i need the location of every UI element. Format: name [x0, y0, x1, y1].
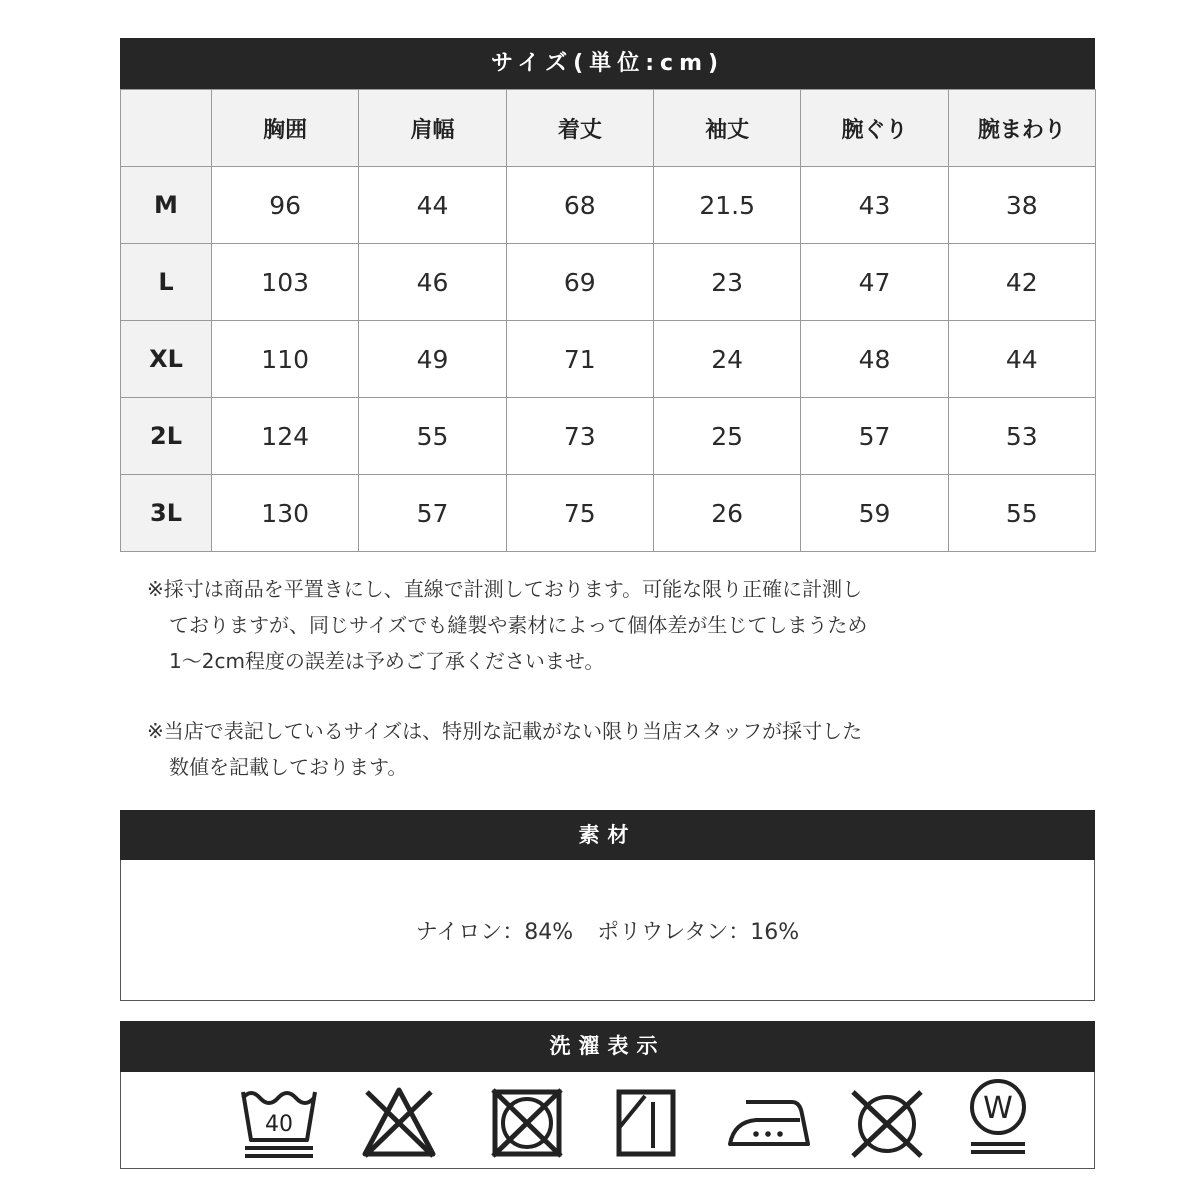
column-header: 袖丈 — [653, 90, 800, 167]
table-cell: 25 — [653, 398, 800, 475]
size-label: XL — [121, 321, 212, 398]
table-cell: 57 — [359, 475, 506, 552]
wash-40-gentle-icon — [239, 1084, 319, 1160]
table-cell: 71 — [506, 321, 653, 398]
table-row — [121, 475, 1096, 552]
table-cell: 57 — [801, 398, 948, 475]
table-cell: 68 — [506, 167, 653, 244]
table-cell: 46 — [359, 244, 506, 321]
size-table-title: サイズ(単位:cm) — [120, 38, 1095, 89]
note-line: ※当店で表記しているサイズは、特別な記載がない限り当店スタッフが採寸した — [147, 719, 863, 743]
table-cell: 96 — [212, 167, 359, 244]
size-table-section — [120, 38, 1095, 552]
size-label: M — [121, 167, 212, 244]
material-item: ポリウレタン：16% — [597, 919, 800, 945]
table-cell: 55 — [359, 398, 506, 475]
measurement-note — [147, 571, 1107, 679]
table-row — [121, 321, 1096, 398]
drip-dry-icon — [613, 1084, 679, 1160]
size-label: L — [121, 244, 212, 321]
table-cell: 73 — [506, 398, 653, 475]
table-cell: 69 — [506, 244, 653, 321]
table-cell: 44 — [948, 321, 1095, 398]
no-tumble-dry-icon — [489, 1084, 565, 1160]
table-cell: 48 — [801, 321, 948, 398]
table-cell: 49 — [359, 321, 506, 398]
table-cell: 26 — [653, 475, 800, 552]
care-title: 洗濯表示 — [120, 1021, 1095, 1072]
size-table — [120, 89, 1096, 552]
note-line: ※採寸は商品を平置きにし、直線で計測しております。可能な限り正確に計測し — [147, 577, 863, 601]
wet-clean-label: W — [983, 1091, 1013, 1126]
column-header: 腕まわり — [948, 90, 1095, 167]
wet-clean-gentle-icon — [967, 1076, 1029, 1160]
no-dry-clean-icon — [847, 1084, 927, 1160]
wash-temp-label: 40 — [265, 1112, 293, 1137]
table-cell: 42 — [948, 244, 1095, 321]
care-section — [120, 1021, 1095, 1169]
table-cell: 21.5 — [653, 167, 800, 244]
table-row — [121, 244, 1096, 321]
material-title: 素材 — [120, 810, 1095, 860]
table-cell: 59 — [801, 475, 948, 552]
table-cell: 55 — [948, 475, 1095, 552]
table-cell: 110 — [212, 321, 359, 398]
table-cell: 23 — [653, 244, 800, 321]
care-icons-row — [120, 1072, 1095, 1169]
table-corner-cell — [121, 90, 212, 167]
note-line: 1～2cm程度の誤差は予めご了承くださいませ。 — [169, 649, 605, 673]
table-cell: 38 — [948, 167, 1095, 244]
column-header: 胸囲 — [212, 90, 359, 167]
table-cell: 43 — [801, 167, 948, 244]
no-bleach-icon — [359, 1084, 439, 1160]
table-cell: 53 — [948, 398, 1095, 475]
table-cell: 103 — [212, 244, 359, 321]
table-cell: 24 — [653, 321, 800, 398]
table-cell: 75 — [506, 475, 653, 552]
note-line: ておりますが、同じサイズでも縫製や素材によって個体差が生じてしまうため — [169, 613, 868, 637]
column-header: 肩幅 — [359, 90, 506, 167]
iron-low-icon — [726, 1084, 812, 1160]
size-label: 3L — [121, 475, 212, 552]
material-item: ナイロン：84% — [415, 919, 574, 945]
column-header: 腕ぐり — [801, 90, 948, 167]
table-cell: 47 — [801, 244, 948, 321]
column-header: 着丈 — [506, 90, 653, 167]
table-row — [121, 398, 1096, 475]
material-body — [120, 860, 1095, 1001]
table-cell: 124 — [212, 398, 359, 475]
size-table-header-row — [121, 90, 1096, 167]
table-row — [121, 167, 1096, 244]
note-line: 数値を記載しております。 — [169, 755, 408, 779]
size-source-note — [147, 713, 1107, 785]
table-cell: 130 — [212, 475, 359, 552]
size-label: 2L — [121, 398, 212, 475]
material-section — [120, 810, 1095, 1001]
table-cell: 44 — [359, 167, 506, 244]
